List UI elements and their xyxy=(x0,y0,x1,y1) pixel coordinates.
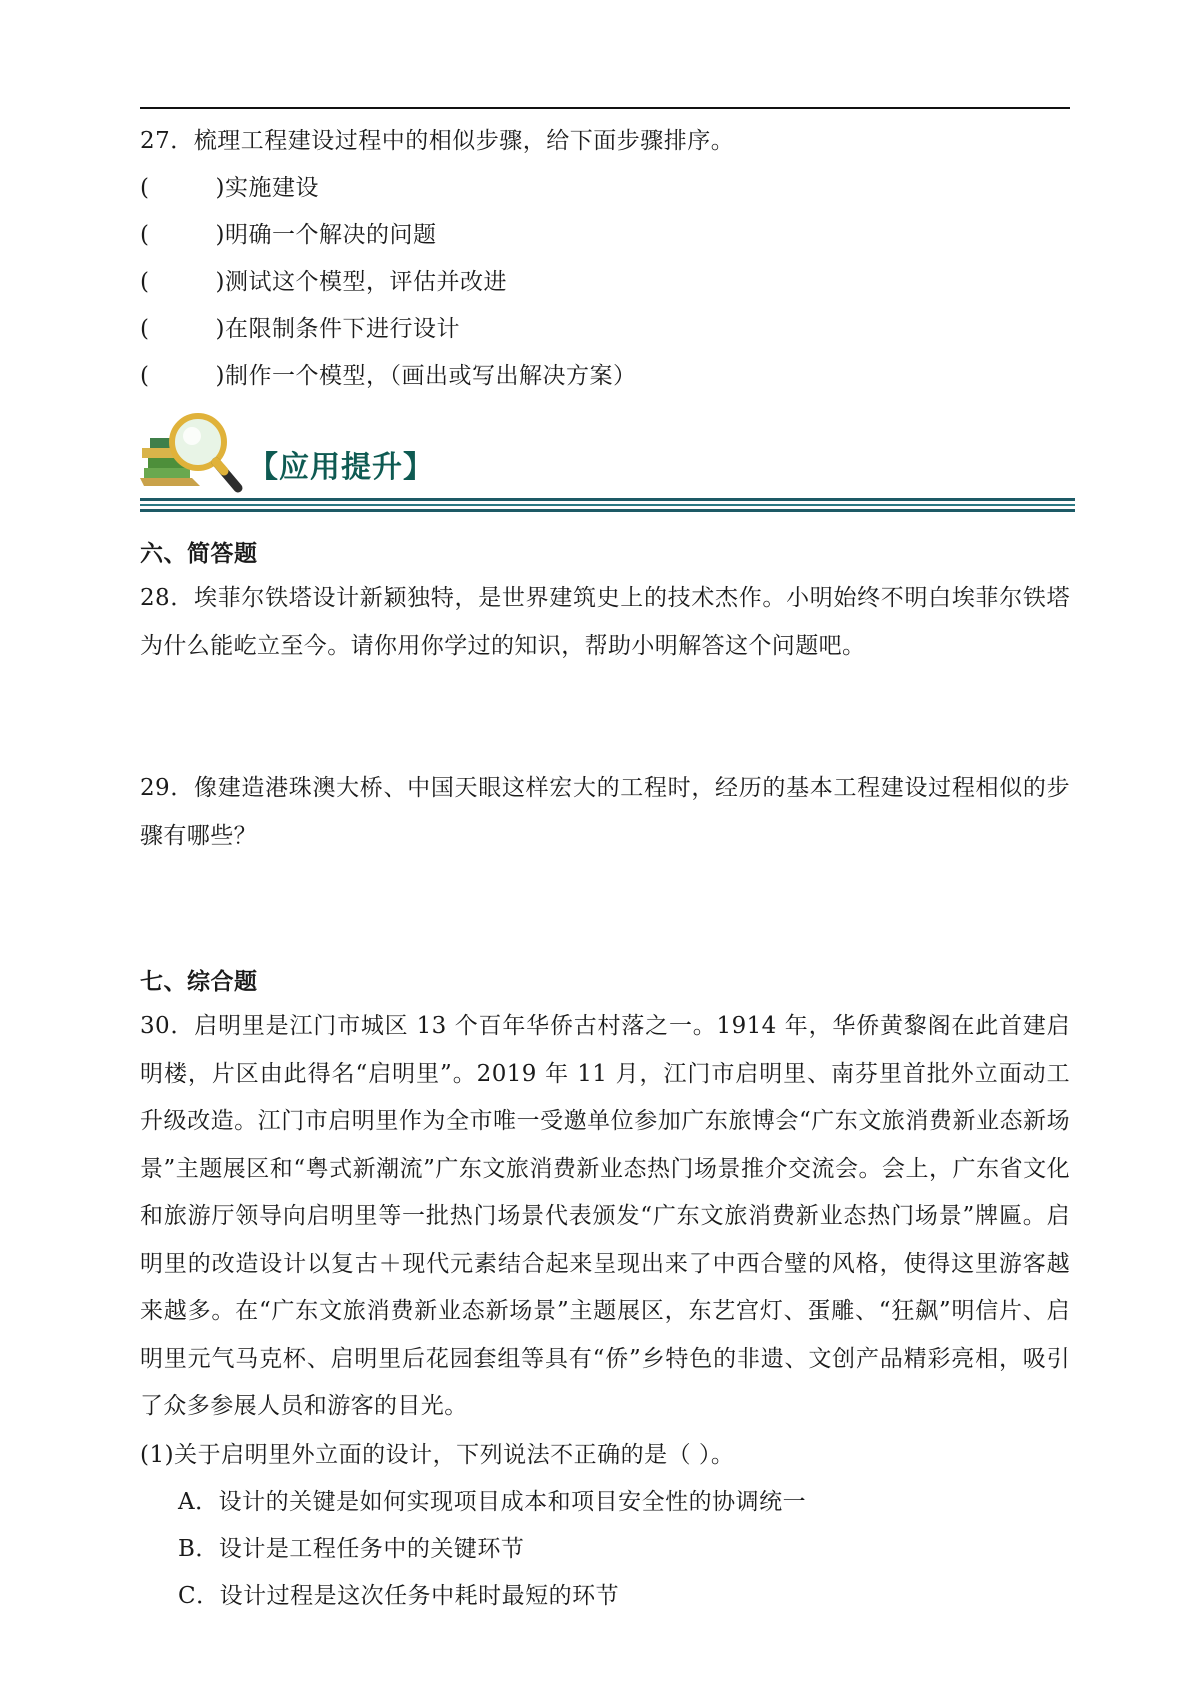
q27-item xyxy=(140,267,507,297)
step-text: 测试这个模型，评估并改进 xyxy=(224,269,507,295)
magnifier-books-icon xyxy=(140,408,250,498)
banner-rules xyxy=(140,498,1075,515)
q27-item xyxy=(140,314,460,344)
q27-title: 27．梳理工程建设过程中的相似步骤，给下面步骤排序。 xyxy=(140,128,735,154)
option-b[interactable]: B．设计是工程任务中的关键环节 xyxy=(178,1536,525,1562)
q30-sub1: (1)关于启明里外立面的设计，下列说法不正确的是（ ）。 xyxy=(140,1442,735,1468)
option-a[interactable]: A．设计的关键是如何实现项目成本和项目安全性的协调统一 xyxy=(178,1489,807,1515)
close-paren: ) xyxy=(215,222,225,248)
close-paren: ) xyxy=(215,316,225,342)
option-c[interactable]: C．设计过程是这次任务中耗时最短的环节 xyxy=(178,1583,620,1609)
open-paren: ( xyxy=(140,175,150,201)
q27-item xyxy=(140,173,319,203)
q27-item xyxy=(140,220,436,250)
section-heading: 七、综合题 xyxy=(140,969,258,995)
header-rule xyxy=(140,107,1070,109)
close-paren: ) xyxy=(215,269,225,295)
step-text: 制作一个模型，（画出或写出解决方案） xyxy=(224,363,637,389)
open-paren: ( xyxy=(140,269,150,295)
close-paren: ) xyxy=(215,175,225,201)
q29-text: 29．像建造港珠澳大桥、中国天眼这样宏大的工程时，经历的基本工程建设过程相似的步骤有哪些？ xyxy=(140,775,1070,849)
close-paren: ) xyxy=(215,363,225,389)
q30-text: 30．启明里是江门市城区 13 个百年华侨古村落之一。1914 年，华侨黄黎阁在此首建启明楼，片区由此得名“启明里”。2019 年 11 月，江门市启明里、南芬里首批外立面动工升级改造。江门市启明里作为全市唯一受邀单位参加广东旅博会“广东文旅消费新业态新场景”主题展区和“粤式新潮流”广东文旅消费新业态热门场景推介交流会。会上，广东省文化和旅游厅领导向启明里等一批热门场景代表颁发“广东文旅消费新业态热门场景”牌匾。启明里的改造设计以复古＋现代元素结合起来呈现出来了中西合璧的风格，使得这里游客越来越多。在“广东文旅消费新业态新场景”主题展区，东艺宫灯、蛋雕、“狂飙”明信片、启明里元气马克杯、启明里后花园套组等具有“侨”乡特色的非遗、文创产品精彩亮相，吸引了众多参展人员和游客的目光。 xyxy=(140,1013,1070,1419)
banner-label: 【应用提升】 xyxy=(248,450,434,485)
step-text: 在限制条件下进行设计 xyxy=(224,316,460,342)
step-text: 明确一个解决的问题 xyxy=(224,222,437,248)
q28-text: 28．埃菲尔铁塔设计新颖独特，是世界建筑史上的技术杰作。小明始终不明白埃菲尔铁塔为什么能屹立至今。请你用你学过的知识，帮助小明解答这个问题吧。 xyxy=(140,585,1070,659)
section-banner xyxy=(140,408,1075,518)
open-paren: ( xyxy=(140,363,150,389)
open-paren: ( xyxy=(140,316,150,342)
q27-item xyxy=(140,361,636,391)
open-paren: ( xyxy=(140,222,150,248)
step-text: 实施建设 xyxy=(224,175,319,201)
section-heading: 六、简答题 xyxy=(140,541,258,567)
